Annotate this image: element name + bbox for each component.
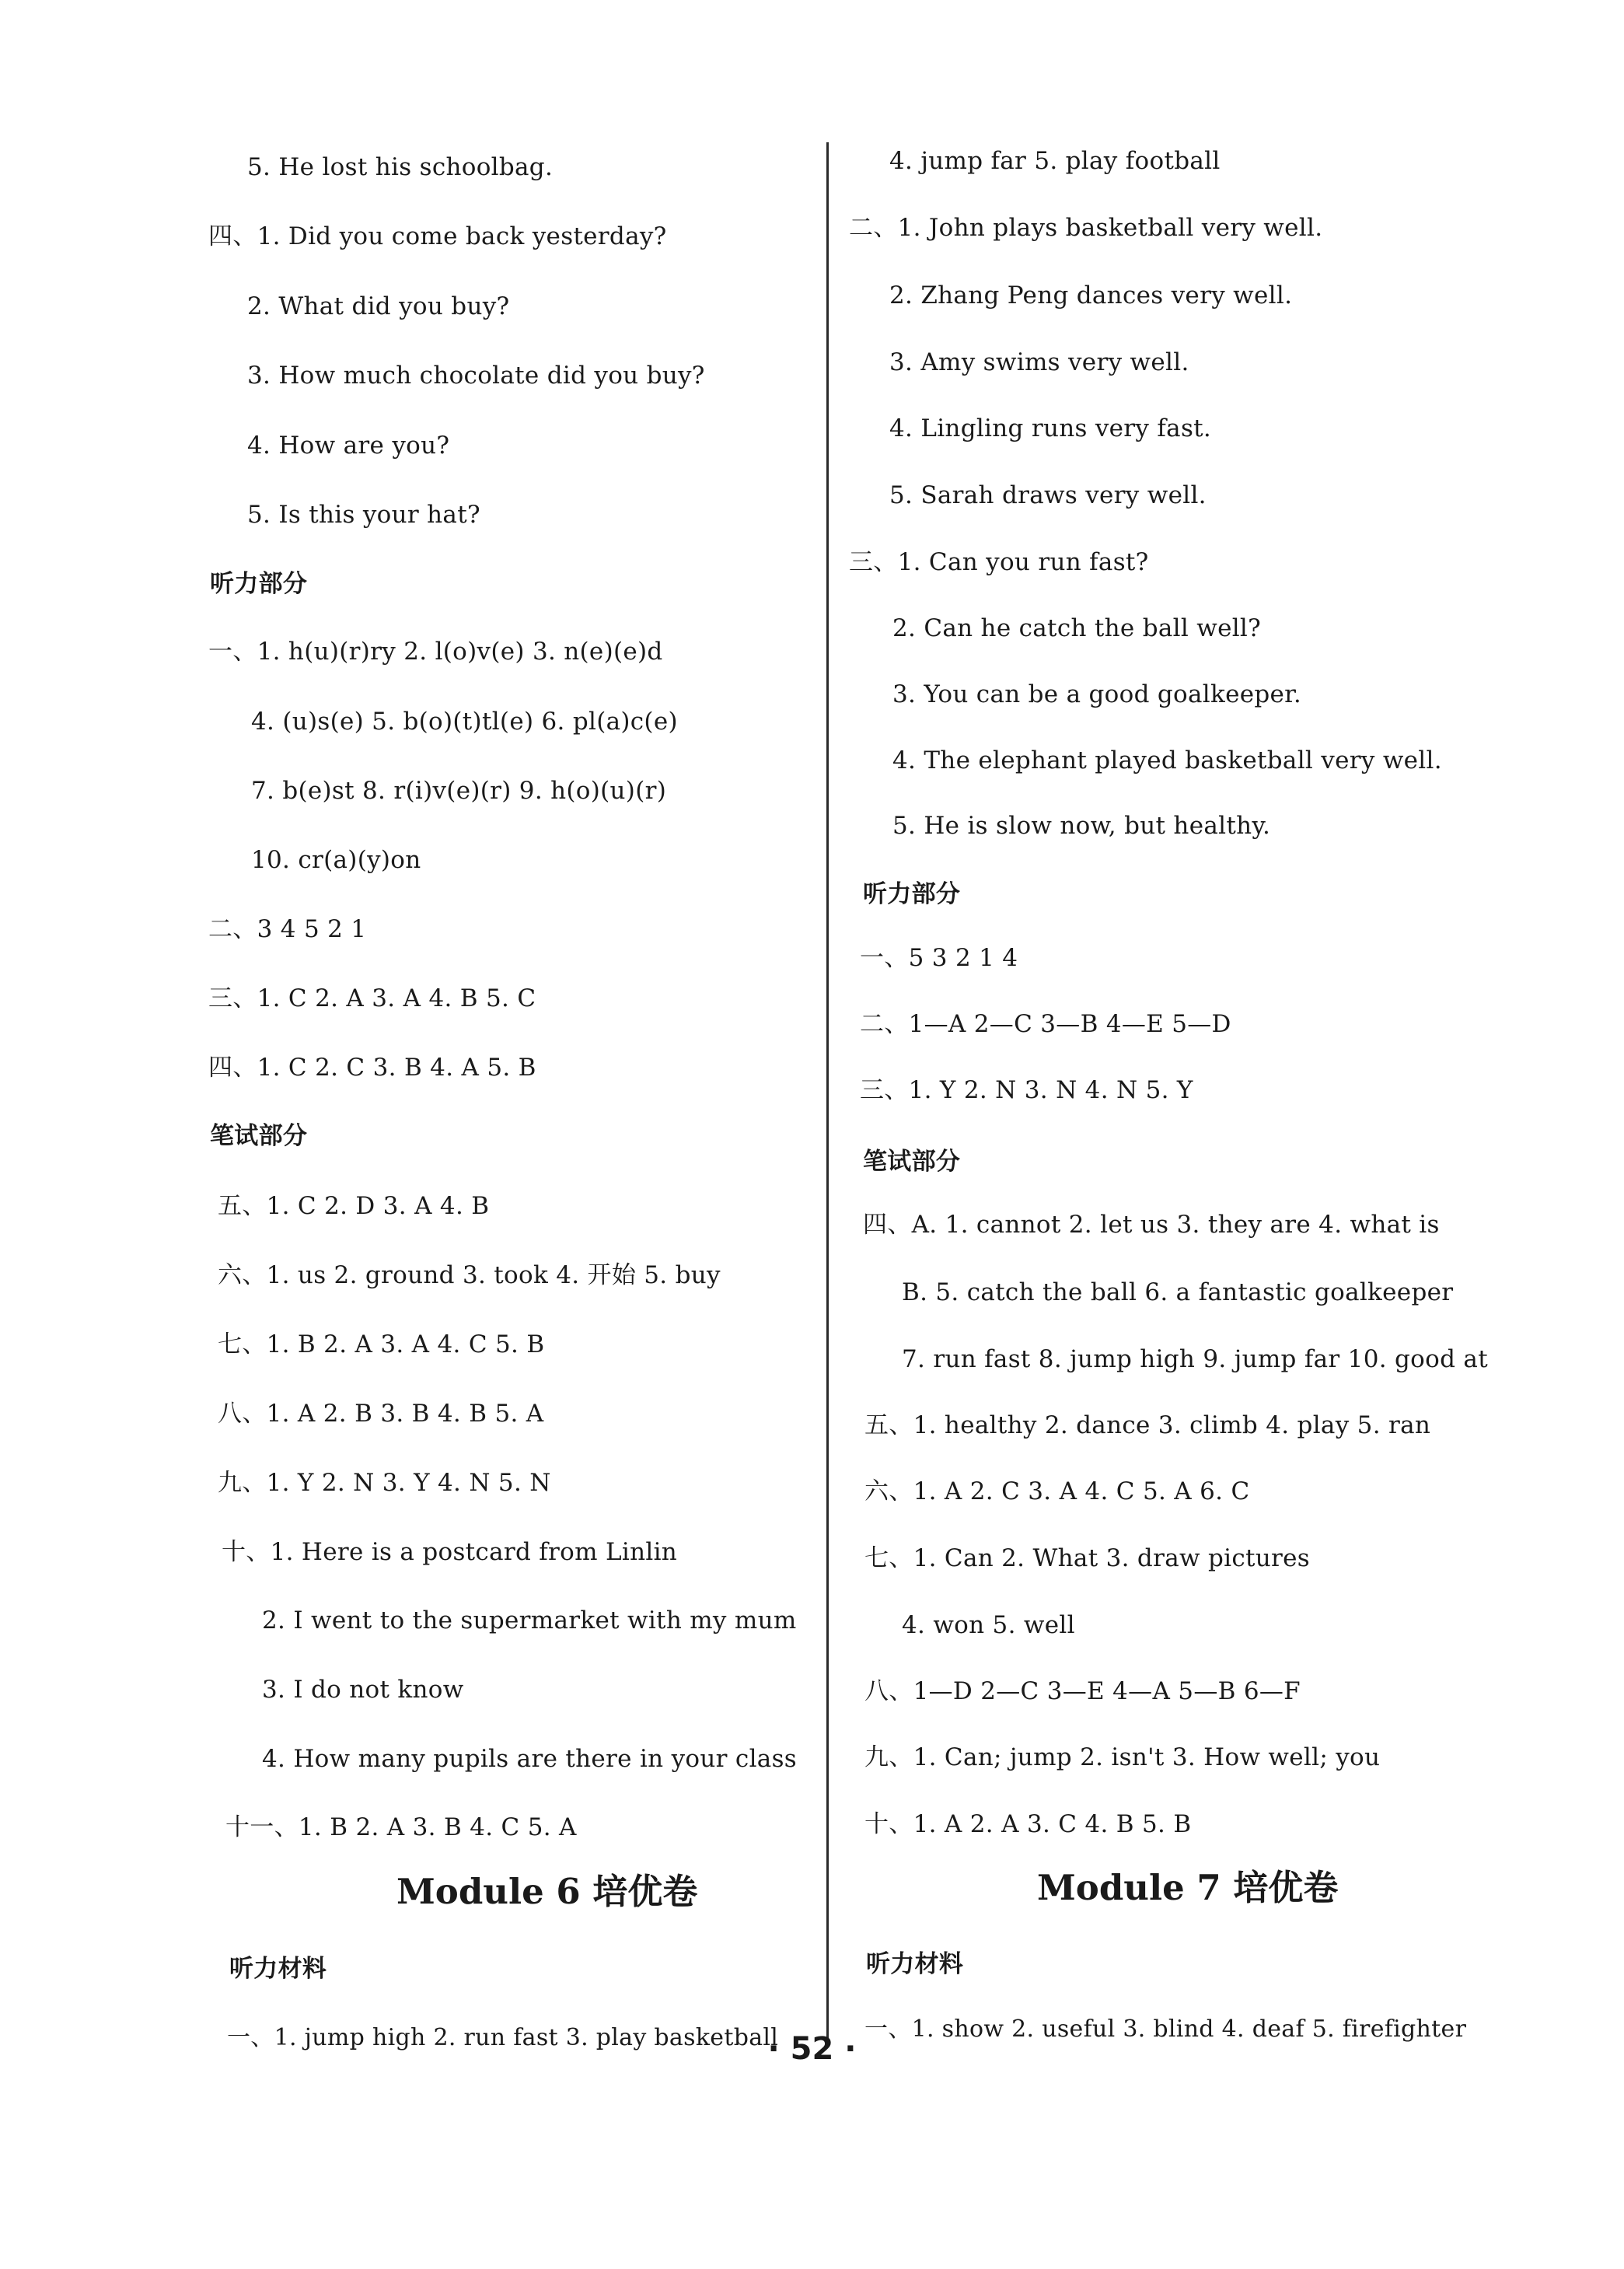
answer-line: 4. jump far 5. play football [889,147,1221,175]
answer-line: 九、1. Y 2. N 3. Y 4. N 5. N [218,1469,551,1497]
answer-line: 一、1. jump high 2. run fast 3. play basketball [227,2024,779,2051]
section-heading: 听力部分 [863,880,961,908]
answer-line: 3. You can be a good goalkeeper. [892,680,1302,708]
answer-line: 一、1. show 2. useful 3. blind 4. deaf 5. firefighter [864,2016,1467,2043]
answer-line: 六、1. us 2. ground 3. took 4. 开始 5. buy [218,1261,721,1289]
answer-line: 一、5 3 2 1 4 [860,944,1018,972]
module-title: Module 6 培优卷 [396,1871,698,1912]
module-title: Module 7 培优卷 [1037,1867,1339,1908]
answer-line: B. 5. catch the ball 6. a fantastic goalkeeper [902,1278,1454,1306]
answer-line: 4. The elephant played basketball very well. [892,746,1442,774]
answer-line: 4. How are you? [247,432,450,460]
answer-line: 5. Sarah draws very well. [889,481,1207,509]
answer-line: 五、1. C 2. D 3. A 4. B [218,1192,490,1220]
answer-line: 四、1. C 2. C 3. B 4. A 5. B [208,1054,536,1082]
answer-line: 六、1. A 2. C 3. A 4. C 5. A 6. C [864,1477,1250,1505]
answer-line: 3. I do not know [262,1676,464,1704]
answer-line: 五、1. healthy 2. dance 3. climb 4. play 5. ran [864,1411,1431,1439]
section-heading: 笔试部分 [863,1148,961,1176]
answer-line: 十一、1. B 2. A 3. B 4. C 5. A [225,1813,577,1841]
section-heading: 笔试部分 [210,1122,308,1150]
page-number: · 52 · [767,2031,857,2067]
answer-line: 2. I went to the supermarket with my mum [262,1606,797,1634]
answer-line: 一、1. h(u)(r)ry 2. l(o)v(e) 3. n(e)(e)d [208,638,663,666]
answer-line: 4. Lingling runs very fast. [889,414,1212,442]
answer-line: 七、1. Can 2. What 3. draw pictures [864,1544,1310,1572]
answer-line: 三、1. C 2. A 3. A 4. B 5. C [208,984,536,1012]
answer-line: 十、1. Here is a postcard from Linlin [222,1538,678,1566]
answer-line: 二、1. John plays basketball very well. [849,214,1323,242]
answer-line: 二、3 4 5 2 1 [208,915,367,943]
section-heading: 听力材料 [866,1950,964,1978]
answer-line: 2. Can he catch the ball well? [892,614,1262,642]
section-heading: 听力部分 [210,570,308,598]
answer-line: 4. won 5. well [902,1611,1075,1639]
answer-line: 八、1—D 2—C 3—E 4—A 5—B 6—F [864,1677,1301,1705]
answer-line: 十、1. A 2. A 3. C 4. B 5. B [864,1810,1192,1838]
column-divider [826,142,829,2040]
answer-line: 二、1—A 2—C 3—B 4—E 5—D [860,1010,1231,1038]
answer-line: 三、1. Can you run fast? [849,548,1149,576]
answer-line: 2. What did you buy? [247,292,510,320]
answer-line: 4. How many pupils are there in your class [262,1745,797,1773]
answer-line: 4. (u)s(e) 5. b(o)(t)tl(e) 6. pl(a)c(e) [251,708,678,736]
answer-line: 2. Zhang Peng dances very well. [889,281,1293,309]
answer-line: 四、1. Did you come back yesterday? [208,222,667,250]
answer-line: 3. How much chocolate did you buy? [247,362,705,390]
answer-line: 7. b(e)st 8. r(i)v(e)(r) 9. h(o)(u)(r) [251,777,667,805]
answer-line: 七、1. B 2. A 3. A 4. C 5. B [218,1330,545,1358]
answer-line: 10. cr(a)(y)on [251,846,421,874]
answer-line: 三、1. Y 2. N 3. N 4. N 5. Y [860,1076,1193,1104]
answer-line: 5. He is slow now, but healthy. [892,812,1271,840]
answer-line: 5. He lost his schoolbag. [247,153,554,181]
section-heading: 听力材料 [229,1955,327,1983]
answer-line: 九、1. Can; jump 2. isn't 3. How well; you [864,1743,1381,1771]
answer-line: 7. run fast 8. jump high 9. jump far 10. good at [902,1345,1488,1373]
answer-line: 5. Is this your hat? [247,501,480,529]
answer-line: 八、1. A 2. B 3. B 4. B 5. A [218,1400,544,1428]
answer-line: 3. Amy swims very well. [889,348,1189,376]
answer-line: 四、A. 1. cannot 2. let us 3. they are 4. what is [863,1211,1440,1239]
